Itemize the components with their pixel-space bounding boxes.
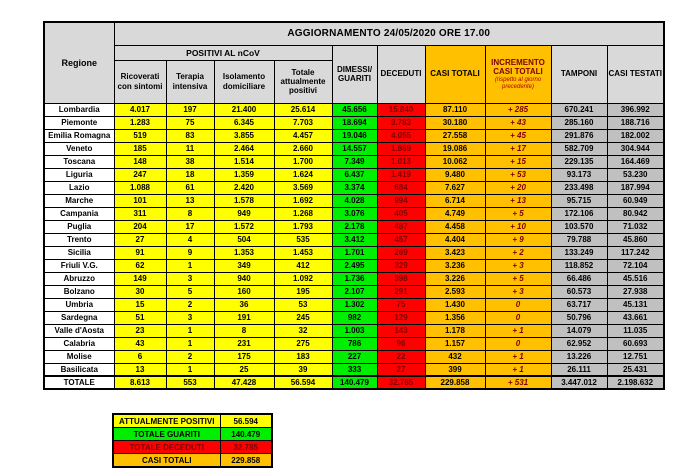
value-cell: 129	[377, 311, 425, 324]
summary-value: 140.479	[220, 428, 272, 441]
value-cell: 432	[425, 350, 485, 363]
value-cell: 245	[274, 311, 332, 324]
table-row	[44, 259, 664, 272]
value-cell: 4.028	[332, 194, 377, 207]
value-cell: 93.173	[551, 168, 607, 181]
value-cell: 1.356	[425, 311, 485, 324]
value-cell: + 5	[485, 207, 551, 220]
value-cell: 1	[166, 324, 214, 337]
value-cell: 13.226	[551, 350, 607, 363]
region-cell: Campania	[44, 207, 114, 220]
value-cell: 25.431	[607, 363, 664, 376]
value-cell: 1.869	[377, 142, 425, 155]
value-cell: 39	[274, 363, 332, 376]
table-row	[44, 194, 664, 207]
value-cell: 19.086	[425, 142, 485, 155]
value-cell: 72.104	[607, 259, 664, 272]
total-row	[44, 376, 664, 389]
value-cell: 27	[114, 233, 166, 246]
value-cell: 21.400	[214, 103, 274, 116]
value-cell: 83	[166, 129, 214, 142]
value-cell: 4.457	[274, 129, 332, 142]
value-cell: 71.032	[607, 220, 664, 233]
region-cell: Valle d'Aosta	[44, 324, 114, 337]
value-cell: 1.453	[274, 246, 332, 259]
value-cell: 285.160	[551, 116, 607, 129]
table-row	[44, 220, 664, 233]
summary-label: ATTUALMENTE POSITIVI	[113, 414, 220, 428]
value-cell: 3.855	[214, 129, 274, 142]
value-cell: 1.736	[332, 272, 377, 285]
value-cell: 45.656	[332, 103, 377, 116]
total-cell: + 531	[485, 376, 551, 389]
table-title: AGGIORNAMENTO 24/05/2020 ORE 17.00	[114, 22, 664, 45]
region-cell: Liguria	[44, 168, 114, 181]
value-cell: 3.569	[274, 181, 332, 194]
value-cell: + 45	[485, 129, 551, 142]
value-cell: 7.703	[274, 116, 332, 129]
table-row	[44, 324, 664, 337]
value-cell: 982	[332, 311, 377, 324]
value-cell: 185	[114, 142, 166, 155]
value-cell: 87.110	[425, 103, 485, 116]
value-cell: 53	[274, 298, 332, 311]
value-cell: 2.178	[332, 220, 377, 233]
value-cell: 11.035	[607, 324, 664, 337]
summary-value: 229.858	[220, 454, 272, 468]
table-row	[44, 103, 664, 116]
region-cell: Sicilia	[44, 246, 114, 259]
value-cell: 412	[274, 259, 332, 272]
value-cell: 13	[114, 363, 166, 376]
value-cell: 164.469	[607, 155, 664, 168]
value-cell: 62.952	[551, 337, 607, 350]
value-cell: 269	[377, 246, 425, 259]
value-cell: 148	[114, 155, 166, 168]
value-cell: 2	[166, 350, 214, 363]
value-cell: + 9	[485, 233, 551, 246]
table-row	[44, 272, 664, 285]
value-cell: 43.661	[607, 311, 664, 324]
summary-value: 32.785	[220, 441, 272, 454]
value-cell: 149	[114, 272, 166, 285]
value-cell: 291.876	[551, 129, 607, 142]
total-cell: 2.198.632	[607, 376, 664, 389]
value-cell: 18	[166, 168, 214, 181]
table-row	[44, 129, 664, 142]
value-cell: 2.660	[274, 142, 332, 155]
col-header-isolamento: Isolamento domiciliare	[214, 60, 274, 103]
value-cell: 1.692	[274, 194, 332, 207]
positivi-group-header: POSITIVI AL nCoV	[114, 45, 332, 60]
col-header-tamponi: TAMPONI	[551, 45, 607, 103]
value-cell: 75	[166, 116, 214, 129]
value-cell: 96	[377, 337, 425, 350]
value-cell: 117.242	[607, 246, 664, 259]
value-cell: 3.412	[332, 233, 377, 246]
value-cell: 9	[166, 246, 214, 259]
value-cell: 229.135	[551, 155, 607, 168]
value-cell: 3.226	[425, 272, 485, 285]
col-header-casi-totali: CASI TOTALI	[425, 45, 485, 103]
table-row	[44, 246, 664, 259]
value-cell: 4.749	[425, 207, 485, 220]
value-cell: 582.709	[551, 142, 607, 155]
value-cell: 940	[214, 272, 274, 285]
value-cell: + 17	[485, 142, 551, 155]
value-cell: 1	[166, 363, 214, 376]
value-cell: 1.157	[425, 337, 485, 350]
region-cell: Molise	[44, 350, 114, 363]
value-cell: 53.230	[607, 168, 664, 181]
value-cell: 304.944	[607, 142, 664, 155]
region-cell: Umbria	[44, 298, 114, 311]
value-cell: 10.062	[425, 155, 485, 168]
region-cell: Piemonte	[44, 116, 114, 129]
value-cell: 63.717	[551, 298, 607, 311]
value-cell: 38	[166, 155, 214, 168]
table-row	[44, 350, 664, 363]
table-row	[44, 363, 664, 376]
total-cell: 32.785	[377, 376, 425, 389]
value-cell: 195	[274, 285, 332, 298]
value-cell: 91	[114, 246, 166, 259]
summary-row-casi-totali	[113, 454, 272, 468]
region-cell: Veneto	[44, 142, 114, 155]
value-cell: 3	[166, 272, 214, 285]
value-cell: 43	[114, 337, 166, 350]
value-cell: 1.283	[114, 116, 166, 129]
regione-header: Regione	[44, 22, 114, 103]
value-cell: 11	[166, 142, 214, 155]
value-cell: 1.302	[332, 298, 377, 311]
summary-table	[112, 413, 273, 468]
value-cell: 247	[114, 168, 166, 181]
value-cell: 1.701	[332, 246, 377, 259]
total-cell: 56.594	[274, 376, 332, 389]
value-cell: 1.793	[274, 220, 332, 233]
col-header-dimessi-guariti: DIMESSI/ GUARITI	[332, 45, 377, 103]
summary-label: TOTALE GUARITI	[113, 428, 220, 441]
total-cell: 229.858	[425, 376, 485, 389]
value-cell: 66.486	[551, 272, 607, 285]
value-cell: 15.840	[377, 103, 425, 116]
region-cell: Basilicata	[44, 363, 114, 376]
value-cell: 50.796	[551, 311, 607, 324]
value-cell: 4.055	[377, 129, 425, 142]
value-cell: 45.516	[607, 272, 664, 285]
value-cell: 60.949	[607, 194, 664, 207]
value-cell: + 15	[485, 155, 551, 168]
value-cell: 95.715	[551, 194, 607, 207]
value-cell: 2	[166, 298, 214, 311]
value-cell: 1	[166, 259, 214, 272]
table-row	[44, 285, 664, 298]
value-cell: 7.349	[332, 155, 377, 168]
value-cell: 504	[214, 233, 274, 246]
value-cell: 457	[377, 233, 425, 246]
value-cell: 786	[332, 337, 377, 350]
value-cell: + 2	[485, 246, 551, 259]
value-cell: 183	[274, 350, 332, 363]
value-cell: 1.003	[332, 324, 377, 337]
value-cell: 30.180	[425, 116, 485, 129]
value-cell: 1.092	[274, 272, 332, 285]
value-cell: 45.860	[607, 233, 664, 246]
value-cell: 2.464	[214, 142, 274, 155]
value-cell: 61	[166, 181, 214, 194]
value-cell: 1.178	[425, 324, 485, 337]
table-row	[44, 298, 664, 311]
value-cell: 3.236	[425, 259, 485, 272]
total-cell: 140.479	[332, 376, 377, 389]
value-cell: 80.942	[607, 207, 664, 220]
value-cell: 191	[214, 311, 274, 324]
value-cell: 160	[214, 285, 274, 298]
summary-row-attualmente-positivi	[113, 414, 272, 428]
value-cell: 405	[377, 207, 425, 220]
value-cell: 17	[166, 220, 214, 233]
value-cell: 1.430	[425, 298, 485, 311]
region-cell: Marche	[44, 194, 114, 207]
value-cell: 1.624	[274, 168, 332, 181]
value-cell: 172.106	[551, 207, 607, 220]
col-header-casi-testati: CASI TESTATI	[607, 45, 664, 103]
value-cell: 949	[214, 207, 274, 220]
value-cell: 19.046	[332, 129, 377, 142]
value-cell: 204	[114, 220, 166, 233]
value-cell: 233.498	[551, 181, 607, 194]
value-cell: 333	[332, 363, 377, 376]
value-cell: 994	[377, 194, 425, 207]
summary-value: 56.594	[220, 414, 272, 428]
region-cell: Lombardia	[44, 103, 114, 116]
value-cell: 1.700	[274, 155, 332, 168]
value-cell: 197	[166, 103, 214, 116]
value-cell: 133.249	[551, 246, 607, 259]
value-cell: + 43	[485, 116, 551, 129]
table-row	[44, 311, 664, 324]
value-cell: 13	[166, 194, 214, 207]
value-cell: 535	[274, 233, 332, 246]
value-cell: + 5	[485, 272, 551, 285]
value-cell: 15	[114, 298, 166, 311]
value-cell: + 1	[485, 363, 551, 376]
value-cell: 45.131	[607, 298, 664, 311]
value-cell: 118.852	[551, 259, 607, 272]
value-cell: 27.938	[607, 285, 664, 298]
value-cell: 2.495	[332, 259, 377, 272]
value-cell: 3.076	[332, 207, 377, 220]
total-cell: 553	[166, 376, 214, 389]
table-row	[44, 116, 664, 129]
value-cell: 6	[114, 350, 166, 363]
value-cell: 14.557	[332, 142, 377, 155]
covid-region-table	[43, 21, 665, 390]
value-cell: + 3	[485, 285, 551, 298]
region-cell: Emilia Romagna	[44, 129, 114, 142]
value-cell: 18.694	[332, 116, 377, 129]
value-cell: 231	[214, 337, 274, 350]
value-cell: 396.992	[607, 103, 664, 116]
table-row	[44, 168, 664, 181]
value-cell: + 13	[485, 194, 551, 207]
total-cell: 8.613	[114, 376, 166, 389]
value-cell: 6.345	[214, 116, 274, 129]
summary-label: CASI TOTALI	[113, 454, 220, 468]
region-cell: Abruzzo	[44, 272, 114, 285]
value-cell: 7.627	[425, 181, 485, 194]
value-cell: 3	[166, 311, 214, 324]
value-cell: 25.614	[274, 103, 332, 116]
value-cell: 4.458	[425, 220, 485, 233]
col-header-deceduti: DECEDUTI	[377, 45, 425, 103]
value-cell: + 10	[485, 220, 551, 233]
value-cell: 1.353	[214, 246, 274, 259]
col-header-terapia-intensiva: Terapia intensiva	[166, 60, 214, 103]
value-cell: 14.079	[551, 324, 607, 337]
value-cell: 1.572	[214, 220, 274, 233]
value-cell: 1.088	[114, 181, 166, 194]
value-cell: 60.693	[607, 337, 664, 350]
value-cell: 27	[377, 363, 425, 376]
col-header-ricoverati: Ricoverati con sintomi	[114, 60, 166, 103]
value-cell: + 20	[485, 181, 551, 194]
value-cell: 22	[377, 350, 425, 363]
value-cell: 519	[114, 129, 166, 142]
value-cell: 51	[114, 311, 166, 324]
value-cell: 8	[214, 324, 274, 337]
summary-row-totale-guariti	[113, 428, 272, 441]
value-cell: 1.268	[274, 207, 332, 220]
value-cell: 6.714	[425, 194, 485, 207]
value-cell: 175	[214, 350, 274, 363]
summary-row-totale-deceduti	[113, 441, 272, 454]
value-cell: 103.570	[551, 220, 607, 233]
value-cell: 30	[114, 285, 166, 298]
value-cell: 60.573	[551, 285, 607, 298]
value-cell: 227	[332, 350, 377, 363]
region-cell: Bolzano	[44, 285, 114, 298]
value-cell: 188.716	[607, 116, 664, 129]
value-cell: 26.111	[551, 363, 607, 376]
value-cell: 349	[214, 259, 274, 272]
value-cell: 3.423	[425, 246, 485, 259]
value-cell: 1.419	[377, 168, 425, 181]
value-cell: 32	[274, 324, 332, 337]
value-cell: 487	[377, 220, 425, 233]
value-cell: 182.002	[607, 129, 664, 142]
region-cell: Calabria	[44, 337, 114, 350]
value-cell: 275	[274, 337, 332, 350]
value-cell: + 1	[485, 350, 551, 363]
table-row	[44, 337, 664, 350]
table-body	[44, 103, 664, 376]
value-cell: 3.783	[377, 116, 425, 129]
value-cell: 62	[114, 259, 166, 272]
value-cell: 0	[485, 298, 551, 311]
table-row	[44, 207, 664, 220]
table-row	[44, 233, 664, 246]
region-cell: Lazio	[44, 181, 114, 194]
value-cell: 2.593	[425, 285, 485, 298]
value-cell: 0	[485, 311, 551, 324]
value-cell: 4	[166, 233, 214, 246]
value-cell: 8	[166, 207, 214, 220]
value-cell: 684	[377, 181, 425, 194]
incremento-label: INCREMENTO CASI TOTALI	[491, 57, 545, 76]
col-header-totale-positivi: Totale attualmente positivi	[274, 60, 332, 103]
value-cell: 291	[377, 285, 425, 298]
value-cell: 5	[166, 285, 214, 298]
value-cell: + 3	[485, 259, 551, 272]
value-cell: 79.788	[551, 233, 607, 246]
value-cell: 1.578	[214, 194, 274, 207]
value-cell: 398	[377, 272, 425, 285]
col-header-incremento	[485, 45, 551, 103]
total-region-cell: TOTALE	[44, 376, 114, 389]
value-cell: + 53	[485, 168, 551, 181]
value-cell: 23	[114, 324, 166, 337]
region-cell: Puglia	[44, 220, 114, 233]
total-cell: 47.428	[214, 376, 274, 389]
value-cell: 1.013	[377, 155, 425, 168]
summary-label: TOTALE DECEDUTI	[113, 441, 220, 454]
value-cell: + 1	[485, 324, 551, 337]
value-cell: 101	[114, 194, 166, 207]
region-cell: Friuli V.G.	[44, 259, 114, 272]
value-cell: 670.241	[551, 103, 607, 116]
value-cell: 4.017	[114, 103, 166, 116]
region-cell: Sardegna	[44, 311, 114, 324]
table-row	[44, 155, 664, 168]
value-cell: 2.107	[332, 285, 377, 298]
value-cell: 36	[214, 298, 274, 311]
value-cell: 0	[485, 337, 551, 350]
value-cell: 143	[377, 324, 425, 337]
value-cell: 399	[425, 363, 485, 376]
value-cell: 25	[214, 363, 274, 376]
region-cell: Toscana	[44, 155, 114, 168]
value-cell: 311	[114, 207, 166, 220]
value-cell: 9.480	[425, 168, 485, 181]
value-cell: + 285	[485, 103, 551, 116]
region-cell: Trento	[44, 233, 114, 246]
value-cell: 75	[377, 298, 425, 311]
value-cell: 329	[377, 259, 425, 272]
value-cell: 12.751	[607, 350, 664, 363]
table-row	[44, 181, 664, 194]
total-cell: 3.447.012	[551, 376, 607, 389]
value-cell: 1.359	[214, 168, 274, 181]
value-cell: 3.374	[332, 181, 377, 194]
value-cell: 2.420	[214, 181, 274, 194]
value-cell: 1	[166, 337, 214, 350]
value-cell: 27.558	[425, 129, 485, 142]
value-cell: 4.404	[425, 233, 485, 246]
value-cell: 6.437	[332, 168, 377, 181]
incremento-note: (rispetto al giorno precedente)	[494, 77, 542, 90]
value-cell: 187.994	[607, 181, 664, 194]
table-row	[44, 142, 664, 155]
value-cell: 1.514	[214, 155, 274, 168]
